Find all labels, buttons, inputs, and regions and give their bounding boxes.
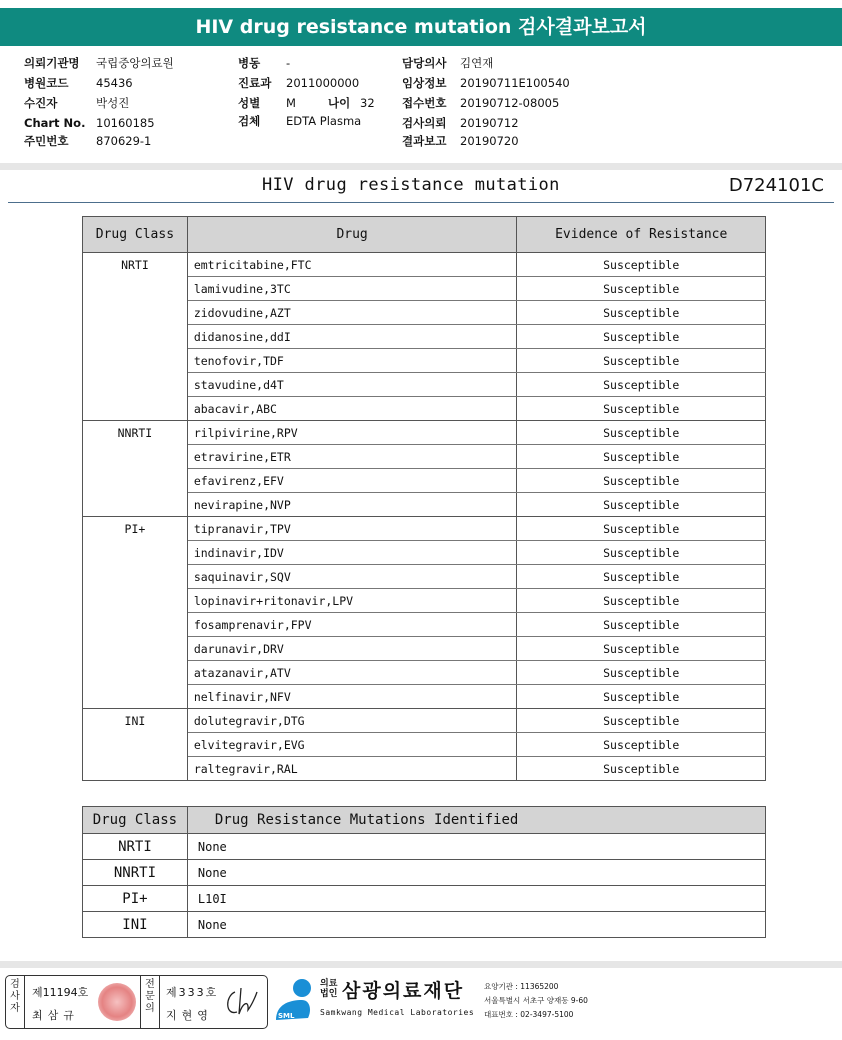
drug-cell: atazanavir,ATV bbox=[187, 661, 517, 685]
resistance-cell: Susceptible bbox=[517, 373, 766, 397]
drug-cell: raltegravir,RAL bbox=[187, 757, 517, 781]
pi-ward: 병동 - bbox=[238, 56, 291, 70]
lab-name: 삼광의료재단 bbox=[342, 980, 465, 1002]
header-drug: Drug bbox=[187, 217, 517, 253]
pi-chart-no: Chart No. 10160185 bbox=[24, 116, 155, 130]
resistance-cell: Susceptible bbox=[517, 733, 766, 757]
examiner-license: 제11194호 bbox=[32, 986, 89, 999]
drug-cell: zidovudine,AZT bbox=[187, 301, 517, 325]
resistance-cell: Susceptible bbox=[517, 493, 766, 517]
lab-info bbox=[484, 980, 588, 1022]
drug-class-cell: NNRTI bbox=[83, 421, 188, 517]
resistance-cell: Susceptible bbox=[517, 589, 766, 613]
resistance-cell: Susceptible bbox=[517, 253, 766, 277]
resistance-cell: Susceptible bbox=[517, 349, 766, 373]
report-title: HIV drug resistance mutation bbox=[262, 175, 560, 195]
drug-cell: saquinavir,SQV bbox=[187, 565, 517, 589]
table-row bbox=[83, 517, 766, 541]
drug-cell: lamivudine,3TC bbox=[187, 277, 517, 301]
specialist-label: 전문의 bbox=[145, 979, 155, 1014]
drug-class-cell: INI bbox=[83, 912, 188, 938]
drug-cell: emtricitabine,FTC bbox=[187, 253, 517, 277]
drug-cell: indinavir,IDV bbox=[187, 541, 517, 565]
resistance-cell: Susceptible bbox=[517, 661, 766, 685]
resistance-cell: Susceptible bbox=[517, 301, 766, 325]
report-header-title: HIV drug resistance mutation 검사결과보고서 bbox=[195, 16, 647, 38]
patient-info bbox=[0, 52, 842, 162]
lab-logo bbox=[272, 976, 316, 1026]
signature-mark bbox=[221, 982, 261, 1022]
resistance-cell: Susceptible bbox=[517, 469, 766, 493]
lab-code: 요양기관 : 11365200 bbox=[484, 982, 559, 991]
logo-text: SML bbox=[278, 1012, 295, 1020]
resistance-table-header bbox=[83, 217, 766, 253]
resistance-cell: Susceptible bbox=[517, 277, 766, 301]
drug-class-cell: NRTI bbox=[83, 253, 188, 421]
resistance-cell: Susceptible bbox=[517, 757, 766, 781]
drug-cell: darunavir,DRV bbox=[187, 637, 517, 661]
resistance-cell: Susceptible bbox=[517, 325, 766, 349]
mutation-cell: L10I bbox=[187, 886, 765, 912]
report-code: D724101C bbox=[728, 175, 824, 196]
drug-cell: stavudine,d4T bbox=[187, 373, 517, 397]
signature-box bbox=[5, 975, 268, 1029]
resistance-cell: Susceptible bbox=[517, 685, 766, 709]
resistance-cell: Susceptible bbox=[517, 397, 766, 421]
pi-department: 진료과 2011000000 bbox=[238, 76, 360, 90]
drug-cell: elvitegravir,EVG bbox=[187, 733, 517, 757]
drug-cell: nelfinavir,NFV bbox=[187, 685, 517, 709]
examiner-name: 최삼규 bbox=[32, 1009, 79, 1022]
drug-cell: efavirenz,EFV bbox=[187, 469, 517, 493]
drug-cell: abacavir,ABC bbox=[187, 397, 517, 421]
pi-hospital-code: 병원코드 45436 bbox=[24, 76, 133, 90]
seal-stamp bbox=[98, 983, 136, 1021]
table-row bbox=[83, 834, 766, 860]
divider bbox=[24, 976, 25, 1028]
drug-cell: dolutegravir,DTG bbox=[187, 709, 517, 733]
table-row bbox=[83, 253, 766, 277]
drug-class-cell: PI+ bbox=[83, 517, 188, 709]
specialist-name: 지현영 bbox=[166, 1009, 213, 1022]
pi-institution: 의뢰기관명 국립중앙의료원 bbox=[24, 56, 174, 70]
drug-class-cell: PI+ bbox=[83, 886, 188, 912]
drug-cell: didanosine,ddI bbox=[187, 325, 517, 349]
examiner-label: 검사자 bbox=[10, 979, 20, 1014]
drug-class-cell: NRTI bbox=[83, 834, 188, 860]
drug-class-cell: INI bbox=[83, 709, 188, 781]
divider bbox=[159, 976, 160, 1028]
pi-resident-no: 주민번호 870629-1 bbox=[24, 134, 152, 148]
drug-cell: nevirapine,NVP bbox=[187, 493, 517, 517]
table-row bbox=[83, 912, 766, 938]
lab-phone: 대표번호 : 02-3497-5100 bbox=[484, 1010, 574, 1019]
pi-receipt-no: 접수번호 20190712-08005 bbox=[402, 96, 560, 110]
pi-report-date: 결과보고 20190720 bbox=[402, 134, 519, 148]
header-drug-class: Drug Class bbox=[83, 807, 188, 834]
resistance-cell: Susceptible bbox=[517, 709, 766, 733]
table-row bbox=[83, 421, 766, 445]
header-evidence: Evidence of Resistance bbox=[517, 217, 766, 253]
lab-english-name: Samkwang Medical Laboratories bbox=[320, 1008, 475, 1017]
drug-cell: tipranavir,TPV bbox=[187, 517, 517, 541]
pi-patient-name: 수진자 박성진 bbox=[24, 96, 130, 110]
mutation-cell: None bbox=[187, 860, 765, 886]
resistance-cell: Susceptible bbox=[517, 541, 766, 565]
lab-address: 서울특별시 서초구 양재동 9-60 bbox=[484, 996, 588, 1005]
section-divider bbox=[0, 961, 842, 968]
table-row bbox=[83, 886, 766, 912]
resistance-cell: Susceptible bbox=[517, 421, 766, 445]
drug-class-cell: NNRTI bbox=[83, 860, 188, 886]
table-row bbox=[83, 709, 766, 733]
header-mutations: Drug Resistance Mutations Identified bbox=[187, 807, 765, 834]
mutation-cell: None bbox=[187, 912, 765, 938]
lab-prefix: 의료법인 bbox=[320, 979, 338, 999]
pi-clinical-info: 임상정보 20190711E100540 bbox=[402, 76, 570, 90]
title-rule bbox=[8, 202, 834, 203]
mutation-table bbox=[82, 806, 766, 938]
resistance-cell: Susceptible bbox=[517, 445, 766, 469]
pi-doctor: 담당의사 김연재 bbox=[402, 56, 494, 70]
resistance-cell: Susceptible bbox=[517, 565, 766, 589]
drug-cell: lopinavir+ritonavir,LPV bbox=[187, 589, 517, 613]
pi-specimen: 검체 EDTA Plasma bbox=[238, 114, 362, 128]
pi-sex: 성별 M 나이 32 bbox=[238, 96, 375, 110]
drug-cell: rilpivirine,RPV bbox=[187, 421, 517, 445]
header-drug-class: Drug Class bbox=[83, 217, 188, 253]
section-divider bbox=[0, 163, 842, 170]
mutation-cell: None bbox=[187, 834, 765, 860]
drug-cell: etravirine,ETR bbox=[187, 445, 517, 469]
drug-cell: tenofovir,TDF bbox=[187, 349, 517, 373]
resistance-cell: Susceptible bbox=[517, 517, 766, 541]
report-header bbox=[0, 8, 842, 46]
mutation-table-header bbox=[83, 807, 766, 834]
table-row bbox=[83, 860, 766, 886]
resistance-cell: Susceptible bbox=[517, 637, 766, 661]
specialist-license: 제333호 bbox=[166, 986, 219, 999]
resistance-table bbox=[82, 216, 766, 781]
resistance-cell: Susceptible bbox=[517, 613, 766, 637]
drug-cell: fosamprenavir,FPV bbox=[187, 613, 517, 637]
pi-request-date: 검사의뢰 20190712 bbox=[402, 116, 519, 130]
